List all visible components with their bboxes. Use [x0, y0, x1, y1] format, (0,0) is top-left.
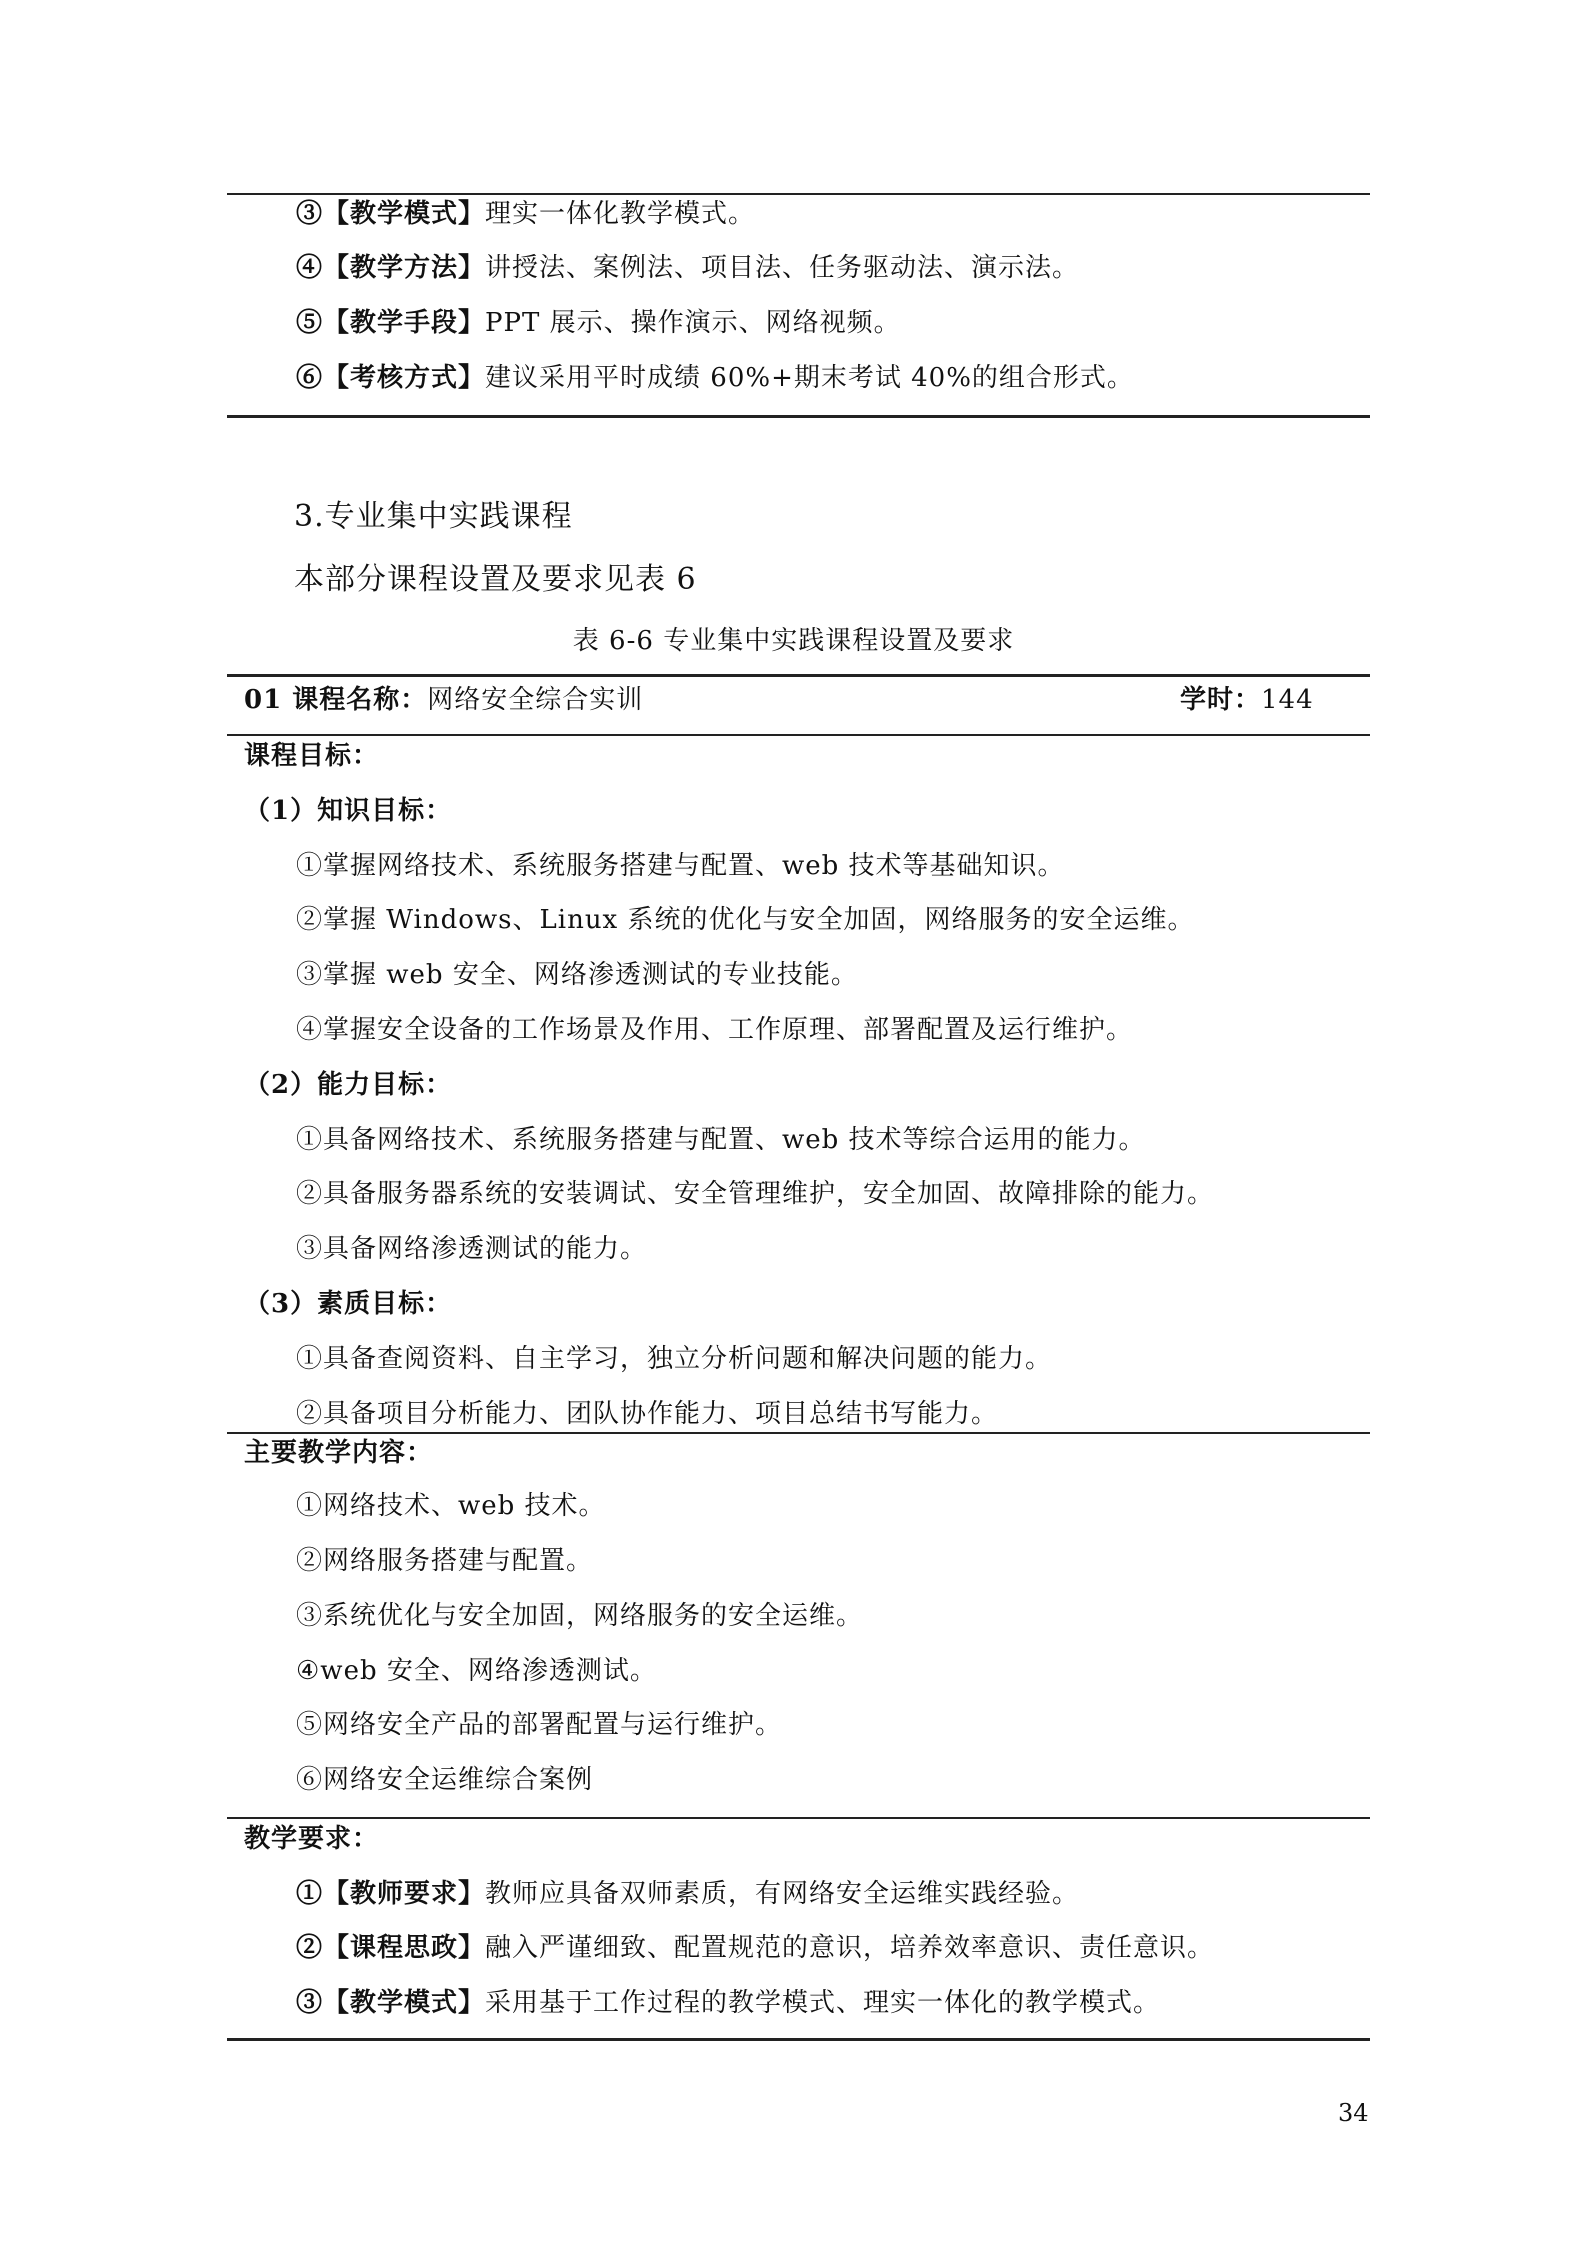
item-tag: ①【教师要求】: [296, 1879, 486, 1909]
ability-item: ①具备网络技术、系统服务搭建与配置、web 技术等综合运用的能力。: [296, 1125, 1146, 1155]
item-tag: ③【教学模式】: [296, 1988, 486, 2018]
table-top-rule: [227, 193, 1370, 195]
knowledge-item: ③掌握 web 安全、网络渗透测试的专业技能。: [296, 960, 858, 990]
course-hours: [1180, 683, 1314, 717]
item-tag: ③【教学模式】: [296, 199, 486, 229]
item-tag: ②【课程思政】: [296, 1933, 486, 1963]
content-item: ⑤网络安全产品的部署配置与运行维护。: [296, 1710, 783, 1740]
ability-heading: （2）能力目标：: [244, 1070, 453, 1100]
item-tag: ⑤【教学手段】: [296, 308, 486, 338]
quality-item: ②具备项目分析能力、团队协作能力、项目总结书写能力。: [296, 1399, 999, 1429]
hours-value: 144: [1261, 685, 1314, 715]
row-divider: [227, 734, 1370, 736]
quality-heading: （3）素质目标：: [244, 1289, 453, 1319]
ability-item: ③具备网络渗透测试的能力。: [296, 1234, 648, 1264]
table-bottom-rule: [227, 415, 1370, 418]
requirement-item: [296, 1931, 1214, 1965]
item-text: 采用基于工作过程的教学模式、理实一体化的教学模式。: [485, 1988, 1161, 2018]
requirements-heading: 教学要求：: [244, 1824, 380, 1854]
item-text: 讲授法、案例法、项目法、任务驱动法、演示法。: [485, 253, 1080, 283]
knowledge-item: ②掌握 Windows、Linux 系统的优化与安全加固，网络服务的安全运维。: [296, 905, 1195, 935]
assessment-item: [296, 361, 1134, 395]
knowledge-item: ①掌握网络技术、系统服务搭建与配置、web 技术等基础知识。: [296, 851, 1065, 881]
teaching-means-item: [296, 306, 901, 340]
knowledge-heading: （1）知识目标：: [244, 796, 453, 826]
row-divider: [227, 1432, 1370, 1434]
item-tag: ④【教学方法】: [296, 253, 486, 283]
quality-item: ①具备查阅资料、自主学习，独立分析问题和解决问题的能力。: [296, 1344, 1053, 1374]
table-caption: 表 6-6 专业集中实践课程设置及要求: [572, 626, 1015, 656]
item-text: PPT 展示、操作演示、网络视频。: [485, 308, 901, 338]
row-divider: [227, 1817, 1370, 1819]
item-text: 教师应具备双师素质，有网络安全运维实践经验。: [485, 1879, 1080, 1909]
knowledge-item: ④掌握安全设备的工作场景及作用、工作原理、部署配置及运行维护。: [296, 1015, 1134, 1045]
content-item: ②网络服务搭建与配置。: [296, 1546, 594, 1576]
ability-item: ②具备服务器系统的安装调试、安全管理维护，安全加固、故障排除的能力。: [296, 1179, 1215, 1209]
page-number: 34: [1338, 2099, 1369, 2127]
course-name-label: 01 课程名称：: [244, 685, 428, 715]
content-item: ④web 安全、网络渗透测试。: [296, 1656, 657, 1686]
hours-label: 学时：: [1180, 685, 1262, 715]
course-name-value: 网络安全综合实训: [427, 685, 644, 715]
requirement-item: [296, 1986, 1160, 2020]
table-bottom-rule: [227, 2038, 1370, 2041]
content-item: ①网络技术、web 技术。: [296, 1491, 606, 1521]
content-heading: 主要教学内容：: [244, 1438, 434, 1468]
objectives-heading: 课程目标：: [244, 741, 380, 771]
section-intro: 本部分课程设置及要求见表 6: [294, 562, 697, 597]
item-tag: ⑥【考核方式】: [296, 363, 486, 393]
item-text: 融入严谨细致、配置规范的意识，培养效率意识、责任意识。: [485, 1933, 1215, 1963]
requirement-item: [296, 1877, 1079, 1911]
course-name-row: [244, 683, 643, 717]
content-item: ⑥网络安全运维综合案例: [296, 1765, 594, 1795]
teaching-mode-item: [296, 197, 755, 231]
item-text: 建议采用平时成绩 60%+期末考试 40%的组合形式。: [485, 363, 1134, 393]
content-item: ③系统优化与安全加固，网络服务的安全运维。: [296, 1601, 864, 1631]
section-title: 3.专业集中实践课程: [294, 499, 573, 534]
teaching-method-item: [296, 251, 1079, 285]
item-text: 理实一体化教学模式。: [485, 199, 756, 229]
table-top-rule: [227, 674, 1370, 677]
